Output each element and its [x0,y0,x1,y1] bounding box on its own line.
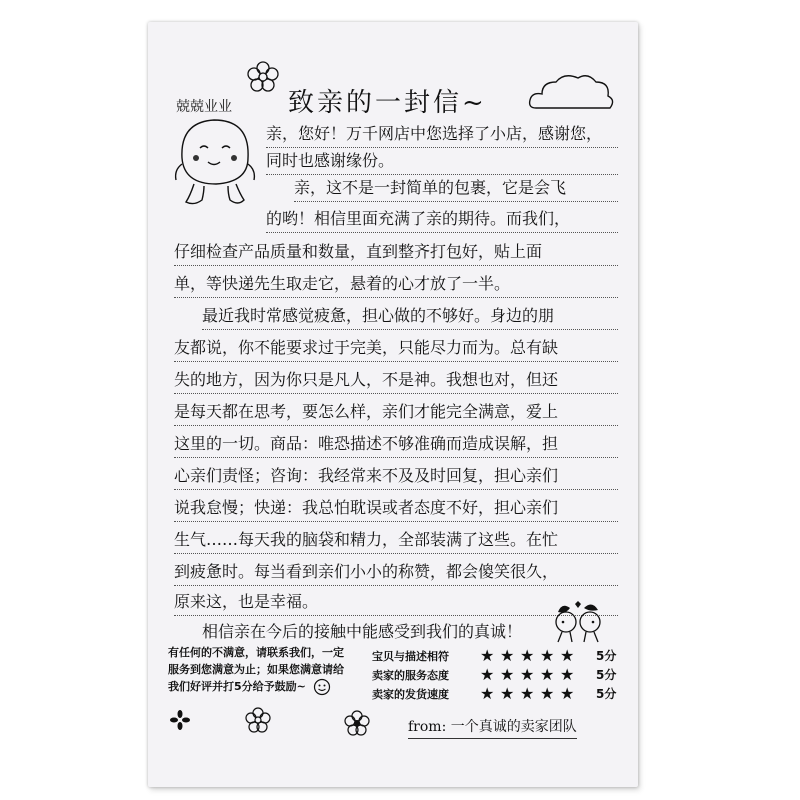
footer-note [168,644,368,696]
letter-line: 友都说，你不能要求过于完美，只能尽力而为。总有缺 [174,334,618,362]
rating-score: 5分 [596,668,617,682]
letter-line: 失的地方，因为你只是凡人，不是神。我想也对，但还 [174,366,618,394]
star-icon: ★ [480,683,495,703]
flower-outline-icon [244,706,272,734]
letter-line: 同时也感谢缘份。 [266,147,618,175]
star-icon: ★ [520,664,535,684]
letter-title: 致亲的一封信~ [288,88,487,118]
letter-line: 单，等快递先生取走它，悬着的心才放了一半。 [174,270,618,298]
star-icon: ★ [540,683,555,703]
brand-label: 兢兢业业 [176,99,232,115]
letter-line: 原来这，也是幸福。 [174,588,618,616]
couple-kiss-icon [548,596,608,644]
footer-note-line: 我们好评并打5分给予鼓励~ [168,678,368,696]
letter-line: 这里的一切。商品：唯恐描述不够准确而造成误解，担 [174,430,618,458]
star-icon: ★ [500,683,515,703]
smiley-character-icon [172,114,258,210]
rating-score: 5分 [596,687,617,701]
letter-line: 到疲惫时。每当看到亲们小小的称赞，都会傻笑很久， [174,558,618,586]
ratings-table [372,646,632,703]
letter-line: 生气……每天我的脑袋和精力，全部装满了这些。在忙 [174,526,618,554]
star-rating [480,664,588,684]
rating-score: 5分 [596,649,617,663]
flower-icon [344,710,370,736]
star-icon: ★ [560,683,575,703]
rating-row [372,646,632,665]
star-icon: ★ [480,664,495,684]
star-icon: ★ [500,664,515,684]
rating-row [372,665,632,684]
star-icon: ★ [500,645,515,665]
rating-row [372,684,632,703]
star-icon: ★ [560,645,575,665]
letter-line: 仔细检查产品质量和数量，直到整齐打包好，贴上面 [174,238,618,266]
footer-note-line: 有任何的不满意，请联系我们，一定 [168,646,344,659]
star-icon: ★ [520,683,535,703]
letter-line: 的哟！相信里面充满了亲的期待。而我们， [266,205,618,233]
letter-line: 相信亲在今后的接触中能感受到我们的真诚！ [202,622,523,641]
letter-line: 心亲们责怪；咨询：我经常来不及及时回复，担心亲们 [174,462,618,490]
letter-card [148,22,638,787]
star-icon: ★ [540,664,555,684]
flower-icon [246,60,280,94]
letter-line: 最近我时常感觉疲惫，担心做的不够好。身边的朋 [202,302,618,330]
star-icon: ★ [520,645,535,665]
rating-label: 卖家的服务态度 [372,668,449,682]
footer-note-line: 服务到您满意为止；如果您满意请给 [168,663,344,676]
asterisk-flower-icon [170,710,190,730]
star-icon: ★ [560,664,575,684]
star-rating [480,645,588,665]
star-icon: ★ [540,645,555,665]
letter-line: 亲，这不是一封简单的包裹，它是会飞 [294,174,618,202]
star-icon: ★ [480,645,495,665]
letter-line: 是每天都在思考，要怎么样，亲们才能完全满意，爱上 [174,398,618,426]
rating-label: 卖家的发货速度 [372,687,449,701]
star-rating [480,683,588,703]
letter-line: 亲，您好！万千网店中您选择了小店，感谢您， [266,120,618,148]
signature: from: 一个真诚的卖家团队 [408,716,577,739]
smiley-icon [313,678,331,696]
letter-line: 说我怠慢；快递：我总怕耽误或者态度不好，担心亲们 [174,494,618,522]
cloud-icon [526,70,616,118]
rating-label: 宝贝与描述相符 [372,649,449,663]
